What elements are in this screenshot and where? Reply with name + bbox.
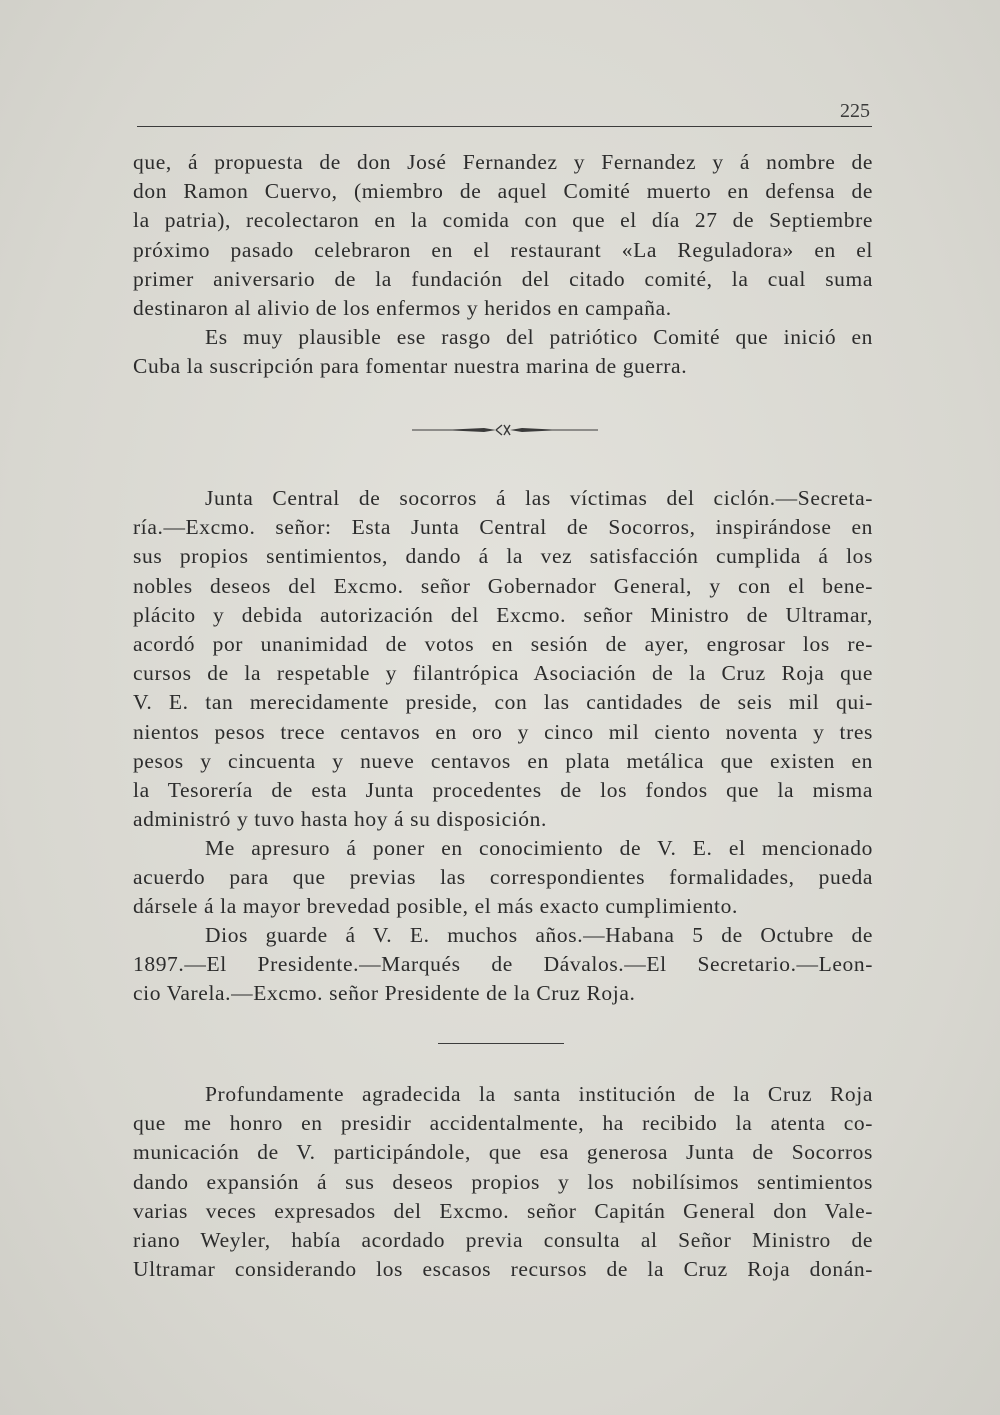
text-line: Cuba la suscripción para fomentar nuestra marina de guerra.: [133, 354, 688, 379]
text-line: Ultramar considerando los escasos recursos de la Cruz Roja donán-: [133, 1257, 873, 1282]
text-line: nientos pesos trece centavos en oro y cinco mil ciento noventa y tres: [133, 719, 873, 744]
text-line: acordó por unanimidad de votos en sesión de ayer, engrosar los re-: [133, 632, 873, 657]
page-number: 225: [840, 100, 870, 122]
text-line: riano Weyler, había acordado previa consulta al Señor Ministro de: [133, 1228, 873, 1253]
text-line: la patria), recolectaron en la comida con que el día 27 de Septiembre: [133, 208, 873, 233]
text-line: nobles deseos del Excmo. señor Gobernador General, y con el bene-: [133, 573, 873, 598]
paragraph-1: [133, 148, 873, 323]
text-line: sus propios sentimientos, dando á la vez satisfacción cumplida á los: [133, 544, 873, 569]
text-line: administró y tuvo hasta hoy á su disposición.: [133, 807, 547, 832]
text-line: que, á propuesta de don José Fernandez y Fernandez y á nombre de: [133, 150, 873, 174]
text-line: Es muy plausible ese rasgo del patriótico Comité que inició en: [205, 325, 873, 349]
text-line: Profundamente agradecida la santa institución de la Cruz Roja: [205, 1082, 873, 1106]
text-line: don Ramon Cuervo, (miembro de aquel Comité muerto en defensa de: [133, 179, 873, 204]
paragraph-4: [133, 834, 873, 922]
text-line: cio Varela.—Excmo. señor Presidente de la Cruz Roja.: [133, 981, 636, 1006]
ornamental-divider: [412, 423, 598, 437]
text-line: varias veces expresados del Excmo. señor Capitán General don Vale-: [133, 1198, 873, 1223]
text-line: primer aniversario de la fundación del citado comité, la cual suma: [133, 266, 873, 291]
text-line: Dios guarde á V. E. muchos años.—Habana 5 de Octubre de: [205, 923, 873, 947]
text-line: la Tesorería de esta Junta procedentes de los fondos que la misma: [133, 778, 873, 803]
text-line: ría.—Excmo. señor: Esta Junta Central de Socorros, inspirándose en: [133, 515, 873, 540]
text-line: dársele á la mayor brevedad posible, el más exacto cumplimiento.: [133, 894, 738, 919]
text-line: dando expansión á sus deseos propios y los nobilísimos sentimientos: [133, 1169, 873, 1194]
paragraph-3: [133, 484, 873, 834]
text-line: destinaron al alivio de los enfermos y heridos en campaña.: [133, 296, 672, 321]
text-line: cursos de la respetable y filantrópica Asociación de la Cruz Roja que: [133, 661, 873, 686]
text-line: Junta Central de socorros á las víctimas del ciclón.—Secreta-: [205, 486, 873, 510]
text-line: que me honro en presidir accidentalmente, ha recibido la atenta co-: [133, 1111, 873, 1136]
text-line: V. E. tan merecidamente preside, con las cantidades de seis mil qui-: [133, 690, 873, 715]
text-line: plácito y debida autorización del Excmo. señor Ministro de Ultramar,: [133, 602, 873, 627]
section-divider-rule: [438, 1043, 564, 1044]
text-line: próximo pasado celebraron en el restaurant «La Reguladora» en el: [133, 237, 873, 262]
paragraph-2: [133, 323, 873, 381]
paragraph-6: [133, 1080, 873, 1284]
text-line: Me apresuro á poner en conocimiento de V. E. el mencionado: [205, 836, 873, 860]
paragraph-5: [133, 921, 873, 1009]
text-line: 1897.—El Presidente.—Marqués de Dávalos.—El Secretario.—Leon-: [133, 952, 873, 977]
header-rule: [137, 126, 872, 127]
text-line: pesos y cincuenta y nueve centavos en plata metálica que existen en: [133, 748, 873, 773]
text-line: municación de V. participándole, que esa generosa Junta de Socorros: [133, 1140, 873, 1165]
text-line: acuerdo para que previas las correspondientes formalidades, pueda: [133, 865, 873, 890]
